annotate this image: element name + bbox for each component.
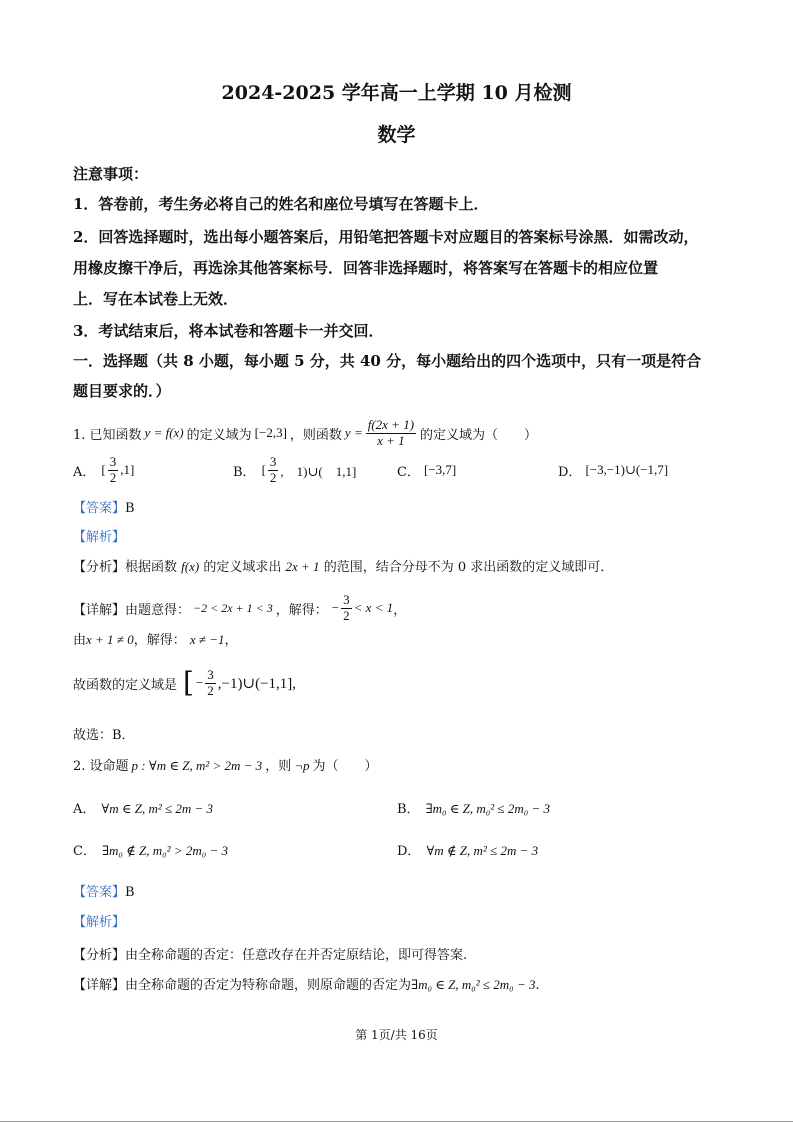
option-label: C． [397, 464, 420, 480]
q1-text: 的定义域为 [186, 427, 252, 443]
q1-text: 1. 已知函数 [73, 427, 142, 443]
option-math: ∃m₀ ∈ Z, m₀² ≤ 2m₀ − 3 [425, 801, 550, 816]
fraction-numerator: 3 [109, 454, 117, 470]
xiangjie-text: 由题意得： [125, 602, 191, 618]
q1-xiangjie-line-2 [73, 629, 238, 648]
q1-text: ，则函数 [289, 427, 342, 443]
xiangjie-math: ,−1)∪(−1,1], [217, 675, 297, 692]
xiangjie-math: − [331, 600, 340, 615]
option-label: D． [397, 844, 421, 859]
q1-option-b [233, 452, 356, 488]
xiangjie-math: x + 1 ≠ 0 [86, 632, 134, 647]
fenxi-text: 的范围，结合分母不为 0 求出函数的定义域即可． [323, 560, 614, 575]
answer-tag: 【答案】 [73, 501, 126, 516]
xiangjie-math: ∃m₀ ∈ Z, m₀² ≤ 2m₀ − 3 [411, 977, 536, 992]
xiangjie-text: ， [224, 633, 238, 648]
fraction-denominator: 2 [343, 607, 350, 623]
q2-option-b [397, 798, 550, 817]
xiangjie-fraction [205, 668, 216, 698]
notice-item-2-line-2: 用橡皮擦干净后，再选涂其他答案标号．回答非选择题时，将答案写在答题卡的相应位置 [73, 259, 659, 277]
xiangjie-math: x ≠ −1 [189, 632, 225, 647]
q2-answer [73, 881, 135, 900]
fraction-denominator: 2 [207, 682, 214, 698]
xiangjie-text: 由全称命题的否定为特称命题，则原命题的否定为 [125, 978, 412, 993]
q2-analysis-tag: 【解析】 [73, 915, 126, 930]
option-label: C． [73, 844, 96, 859]
subject-title: 数学 [377, 124, 416, 146]
xiangjie-tag: 【详解】 [73, 978, 126, 993]
q1-xiangjie [73, 588, 406, 628]
option-math: [ [101, 462, 106, 477]
xiangjie-text: 故函数的定义域是 [73, 677, 178, 693]
option-fraction [108, 455, 119, 485]
fraction-numerator: 3 [343, 592, 350, 608]
xiangjie-text: ，解得： [275, 602, 328, 618]
question-2-stem [73, 755, 378, 774]
answer-value: B [125, 885, 135, 900]
fraction-numerator: 3 [207, 667, 214, 683]
q1-text: 的定义域为（ ） [420, 427, 538, 443]
q1-fraction-denominator: x + 1 [377, 432, 405, 448]
option-math: ,1] [120, 462, 135, 477]
notice-item-2-line-3: 上．写在本试卷上无效． [73, 290, 239, 308]
q2-option-a [73, 798, 213, 817]
q2-math: ¬p [294, 758, 310, 773]
option-math: , 1)∪( 1,1] [280, 463, 357, 479]
q1-answer [73, 497, 135, 516]
section-heading-line-2: 题目要求的．） [73, 382, 171, 400]
q2-text: ，则 [265, 759, 292, 774]
option-math: [−3,7] [423, 462, 457, 477]
option-label: A． [73, 464, 96, 480]
fraction-denominator: 2 [269, 469, 277, 485]
notice-item-2-line-1: 2．回答选择题时，选出每小题答案后，用铅笔把答题卡对应题目的答案标号涂黑．如需改动， [73, 228, 699, 246]
q2-text: 2. 设命题 [73, 759, 129, 774]
option-label: A． [73, 802, 96, 817]
option-math: ∀m ∉ Z, m² ≤ 2m − 3 [426, 843, 539, 858]
q2-fenxi [73, 944, 467, 963]
q2-xiangjie [73, 974, 540, 993]
option-math: ∃m₀ ∉ Z, m₀² > 2m₀ − 3 [101, 843, 229, 858]
bracket-symbol: [ [183, 666, 194, 699]
xiangjie-text: ， [393, 602, 407, 618]
page-number: 第 1页/共 16页 [355, 1028, 438, 1042]
fenxi-math: 2x + 1 [285, 559, 320, 574]
q1-option-c [397, 452, 456, 488]
q2-option-d [397, 840, 538, 859]
option-math: [ [261, 462, 266, 477]
notice-heading: 注意事项： [73, 165, 149, 183]
q1-analysis-tag: 【解析】 [73, 530, 126, 545]
xiangjie-math: −2 < 2x + 1 < 3 [193, 600, 273, 615]
exam-title: 2024-2025 学年高一上学期 10 月检测 [221, 82, 572, 104]
option-math: [−3,−1)∪(−1,7] [585, 462, 669, 477]
question-1-stem [73, 408, 537, 458]
q1-fraction [366, 418, 416, 448]
q2-text: 为（ ） [312, 759, 378, 774]
fraction-numerator: 3 [269, 454, 277, 470]
fenxi-text: 由全称命题的否定：任意改存在并否定原结论，即可得答案. [125, 948, 468, 963]
q1-fraction-numerator: f(2x + 1) [367, 417, 415, 433]
answer-value: B [125, 501, 135, 516]
q1-function: y = f(x) [144, 425, 184, 440]
q2-math: p : ∀m ∈ Z, m² > 2m − 3 [131, 758, 263, 773]
q1-y-equals: y = [344, 425, 363, 440]
xiangjie-text: ，解得： [133, 633, 186, 648]
xiangjie-math: < x < 1 [353, 600, 394, 615]
fenxi-math: f(x) [181, 559, 200, 574]
xiangjie-text: 由 [73, 633, 87, 648]
xiangjie-text: . [535, 978, 540, 993]
xiangjie-fraction [341, 593, 352, 623]
fenxi-text: 的定义域求出 [203, 560, 282, 575]
answer-tag: 【答案】 [73, 885, 126, 900]
q1-option-d [558, 452, 668, 488]
q1-fenxi [73, 556, 613, 575]
q1-option-a [73, 452, 134, 488]
option-fraction [268, 455, 279, 485]
notice-item-1: 1．答卷前，考生务必将自己的姓名和座位号填写在答题卡上． [73, 195, 489, 213]
fraction-denominator: 2 [109, 469, 117, 485]
option-label: B． [233, 464, 256, 480]
q2-option-c [73, 840, 228, 859]
fenxi-tag: 【分析】 [73, 948, 126, 963]
fenxi-text: 根据函数 [125, 560, 178, 575]
section-heading-line-1: 一．选择题（共 8 小题，每小题 5 分，共 40 分，每小题给出的四个选项中，只有一项是符合 [73, 352, 702, 370]
xiangjie-tag: 【详解】 [73, 602, 126, 618]
fenxi-tag: 【分析】 [73, 560, 126, 575]
option-label: D． [558, 464, 582, 480]
option-label: B． [397, 802, 420, 817]
q1-domain: [−2,3] [254, 425, 287, 440]
xiangjie-math: − [195, 675, 204, 690]
option-math: ∀m ∈ Z, m² ≤ 2m − 3 [101, 801, 214, 816]
notice-item-3: 3．考试结束后，将本试卷和答题卡一并交回． [73, 322, 384, 340]
q1-choose: 故选：B． [73, 728, 135, 743]
q1-xiangjie-line-3 [73, 660, 296, 706]
